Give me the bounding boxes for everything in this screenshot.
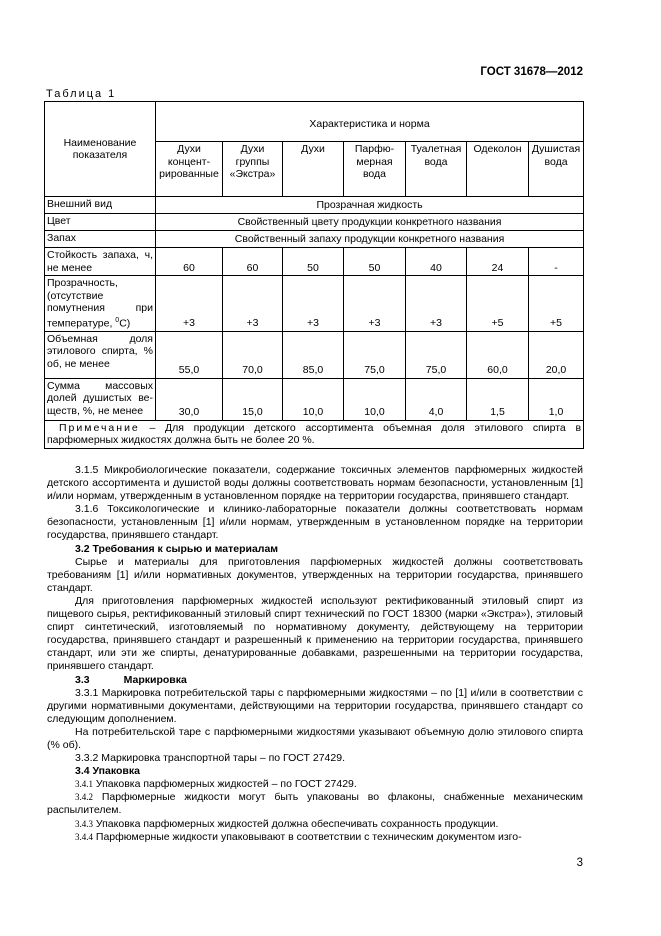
cell-value: 10,0 bbox=[283, 378, 344, 420]
row-label: Внешний вид bbox=[45, 197, 156, 214]
table-row bbox=[45, 214, 584, 231]
row-label: Запах bbox=[45, 231, 156, 248]
cell-value: +5 bbox=[529, 276, 584, 332]
cell-value: +3 bbox=[283, 276, 344, 332]
row-value: Свойственный запаху продукции конкретного названия bbox=[156, 231, 584, 248]
cell-value: 75,0 bbox=[344, 331, 406, 378]
note-text: – Для продукции детского ассортимента объемная доля этилового спирта в парфюмерных жидкостях должна быть не более 20 %. bbox=[47, 421, 582, 446]
column-header: Одеколон bbox=[467, 142, 529, 197]
column-header: Духи концентрированные bbox=[156, 142, 223, 197]
paragraph: 3.4.1 Упаковка парфюмерных жидкостей – по ГОСТ 27429. bbox=[75, 778, 357, 791]
table-header-row bbox=[45, 102, 584, 142]
table-caption: Таблица 1 bbox=[46, 88, 117, 100]
cell-value: +5 bbox=[467, 276, 529, 332]
table-row bbox=[45, 331, 584, 378]
cell-value: 1,0 bbox=[529, 378, 584, 420]
paragraph: Сырье и материалы для приготовления парфюмерных жидкостей должны соответствовать требованиям [1] и/или нормативных документов, утвержденных на территории государства, принявшего стандарт. bbox=[47, 555, 583, 594]
cell-value: 40 bbox=[406, 248, 467, 276]
row-label: Объемная доля этилового спирта, % об, не менее bbox=[45, 331, 156, 378]
cell-value: 50 bbox=[344, 248, 406, 276]
cell-value: 10,0 bbox=[344, 378, 406, 420]
column-header: Парфюмерная вода bbox=[344, 142, 406, 197]
paragraph: 3.3.2 Маркировка транспортной тары – по ГОСТ 27429. bbox=[75, 752, 345, 765]
paragraph: 3.3.1 Маркировка потребительской тары с парфюмерными жидкостями – по [1] и/или в соответствии с другими нормативными документами, действующими на территории государства, принявшего стандарт со следующим дополнением. bbox=[47, 686, 583, 725]
table-row bbox=[45, 378, 584, 420]
paragraph: 3.1.6 Токсикологические и клинико-лабораторные показатели должны соответствовать нормам безопасности, установленным [1] и/или нормам, утвержденным в установленном порядке на территории государства, принявшего стандарт. bbox=[47, 503, 583, 542]
table-row bbox=[45, 231, 584, 248]
cell-value: +3 bbox=[156, 276, 223, 332]
section-heading: 3.4 Упаковка bbox=[75, 765, 140, 778]
cell-value: 1,5 bbox=[467, 378, 529, 420]
document-id: ГОСТ 31678—2012 bbox=[480, 66, 583, 78]
cell-value: 24 bbox=[467, 248, 529, 276]
row-value: Свойственный цвету продукции конкретного названия bbox=[156, 214, 584, 231]
section-heading: 3.3 Маркировка bbox=[75, 673, 187, 686]
cell-value: 15,0 bbox=[223, 378, 283, 420]
paragraph: 3.4.4 Парфюмерные жидкости упаковывают в соответствии с техническим документом изго- bbox=[75, 830, 522, 843]
cell-value: +3 bbox=[344, 276, 406, 332]
paragraph: 3.1.5 Микробиологические показатели, содержание токсичных элементов парфюмерных жидкостей детского ассортимента и душистой воды должны соответствовать нормам безопасности, установленным [1] и/или нормам, утвержденным в установленном порядке на территории государства, принявшего стандарт. bbox=[47, 464, 583, 503]
row-label: Сумма массовых долей душистых веществ, %, не менее bbox=[45, 378, 156, 420]
body-text bbox=[47, 464, 583, 844]
column-group-header: Характеристика и норма bbox=[156, 102, 584, 142]
table-row bbox=[45, 276, 584, 332]
note-label: Примечание bbox=[59, 421, 140, 434]
column-header: Духи группы «Экстра» bbox=[223, 142, 283, 197]
page-number: 3 bbox=[576, 857, 583, 869]
column-header-name: Наименование показателя bbox=[45, 102, 156, 197]
table-row bbox=[45, 248, 584, 276]
row-label: Стойкость запаха, ч, не менее bbox=[45, 248, 156, 276]
paragraph: 3.4.2 Парфюмерные жидкости могут быть упакованы во флаконы, снабженные механическим распылителем. bbox=[47, 791, 583, 817]
cell-value: 60 bbox=[156, 248, 223, 276]
table-note-row bbox=[45, 420, 584, 448]
cell-value: 20,0 bbox=[529, 331, 584, 378]
table-note bbox=[45, 420, 584, 448]
row-label: Цвет bbox=[45, 214, 156, 231]
cell-value: 60,0 bbox=[467, 331, 529, 378]
column-header: Душистая вода bbox=[529, 142, 584, 197]
paragraph: 3.4.3 Упаковка парфюмерных жидкостей должна обеспечивать сохранность продукции. bbox=[75, 817, 499, 830]
cell-value: 85,0 bbox=[283, 331, 344, 378]
cell-value: 50 bbox=[283, 248, 344, 276]
cell-value: - bbox=[529, 248, 584, 276]
section-heading: 3.2 Требования к сырью и материалам bbox=[75, 542, 279, 555]
column-header: Духи bbox=[283, 142, 344, 197]
cell-value: 4,0 bbox=[406, 378, 467, 420]
cell-value: 55,0 bbox=[156, 331, 223, 378]
cell-value: 60 bbox=[223, 248, 283, 276]
cell-value: 70,0 bbox=[223, 331, 283, 378]
row-value: Прозрачная жидкость bbox=[156, 197, 584, 214]
cell-value: 30,0 bbox=[156, 378, 223, 420]
column-header: Туалетная вода bbox=[406, 142, 467, 197]
cell-value: +3 bbox=[223, 276, 283, 332]
row-label: Прозрачность, (отсутствие помутнения при температуре, $^0$С) bbox=[45, 276, 156, 332]
paragraph: На потребительской таре с парфюмерными жидкостями указывают объемную долю этилового спирта (% об). bbox=[47, 725, 583, 751]
spec-table bbox=[44, 101, 584, 449]
paragraph: Для приготовления парфюмерных жидкостей используют ректификованный этиловый спирт из пищевого сырья, ректификованный этиловый спирт технический по ГОСТ 18300 (марки «Экстра»), этиловый спирт синтетический, изготовляемый по нормативному документу, действующему на территории государства, принявшего стандарт и разрешенный к применению на территории государства, принявшего стандарт, или эти же спирты, денатурированные добавками, разрешенными на территории государства, принявшего стандарт. bbox=[47, 594, 583, 673]
cell-value: 75,0 bbox=[406, 331, 467, 378]
cell-value: +3 bbox=[406, 276, 467, 332]
table-row bbox=[45, 197, 584, 214]
